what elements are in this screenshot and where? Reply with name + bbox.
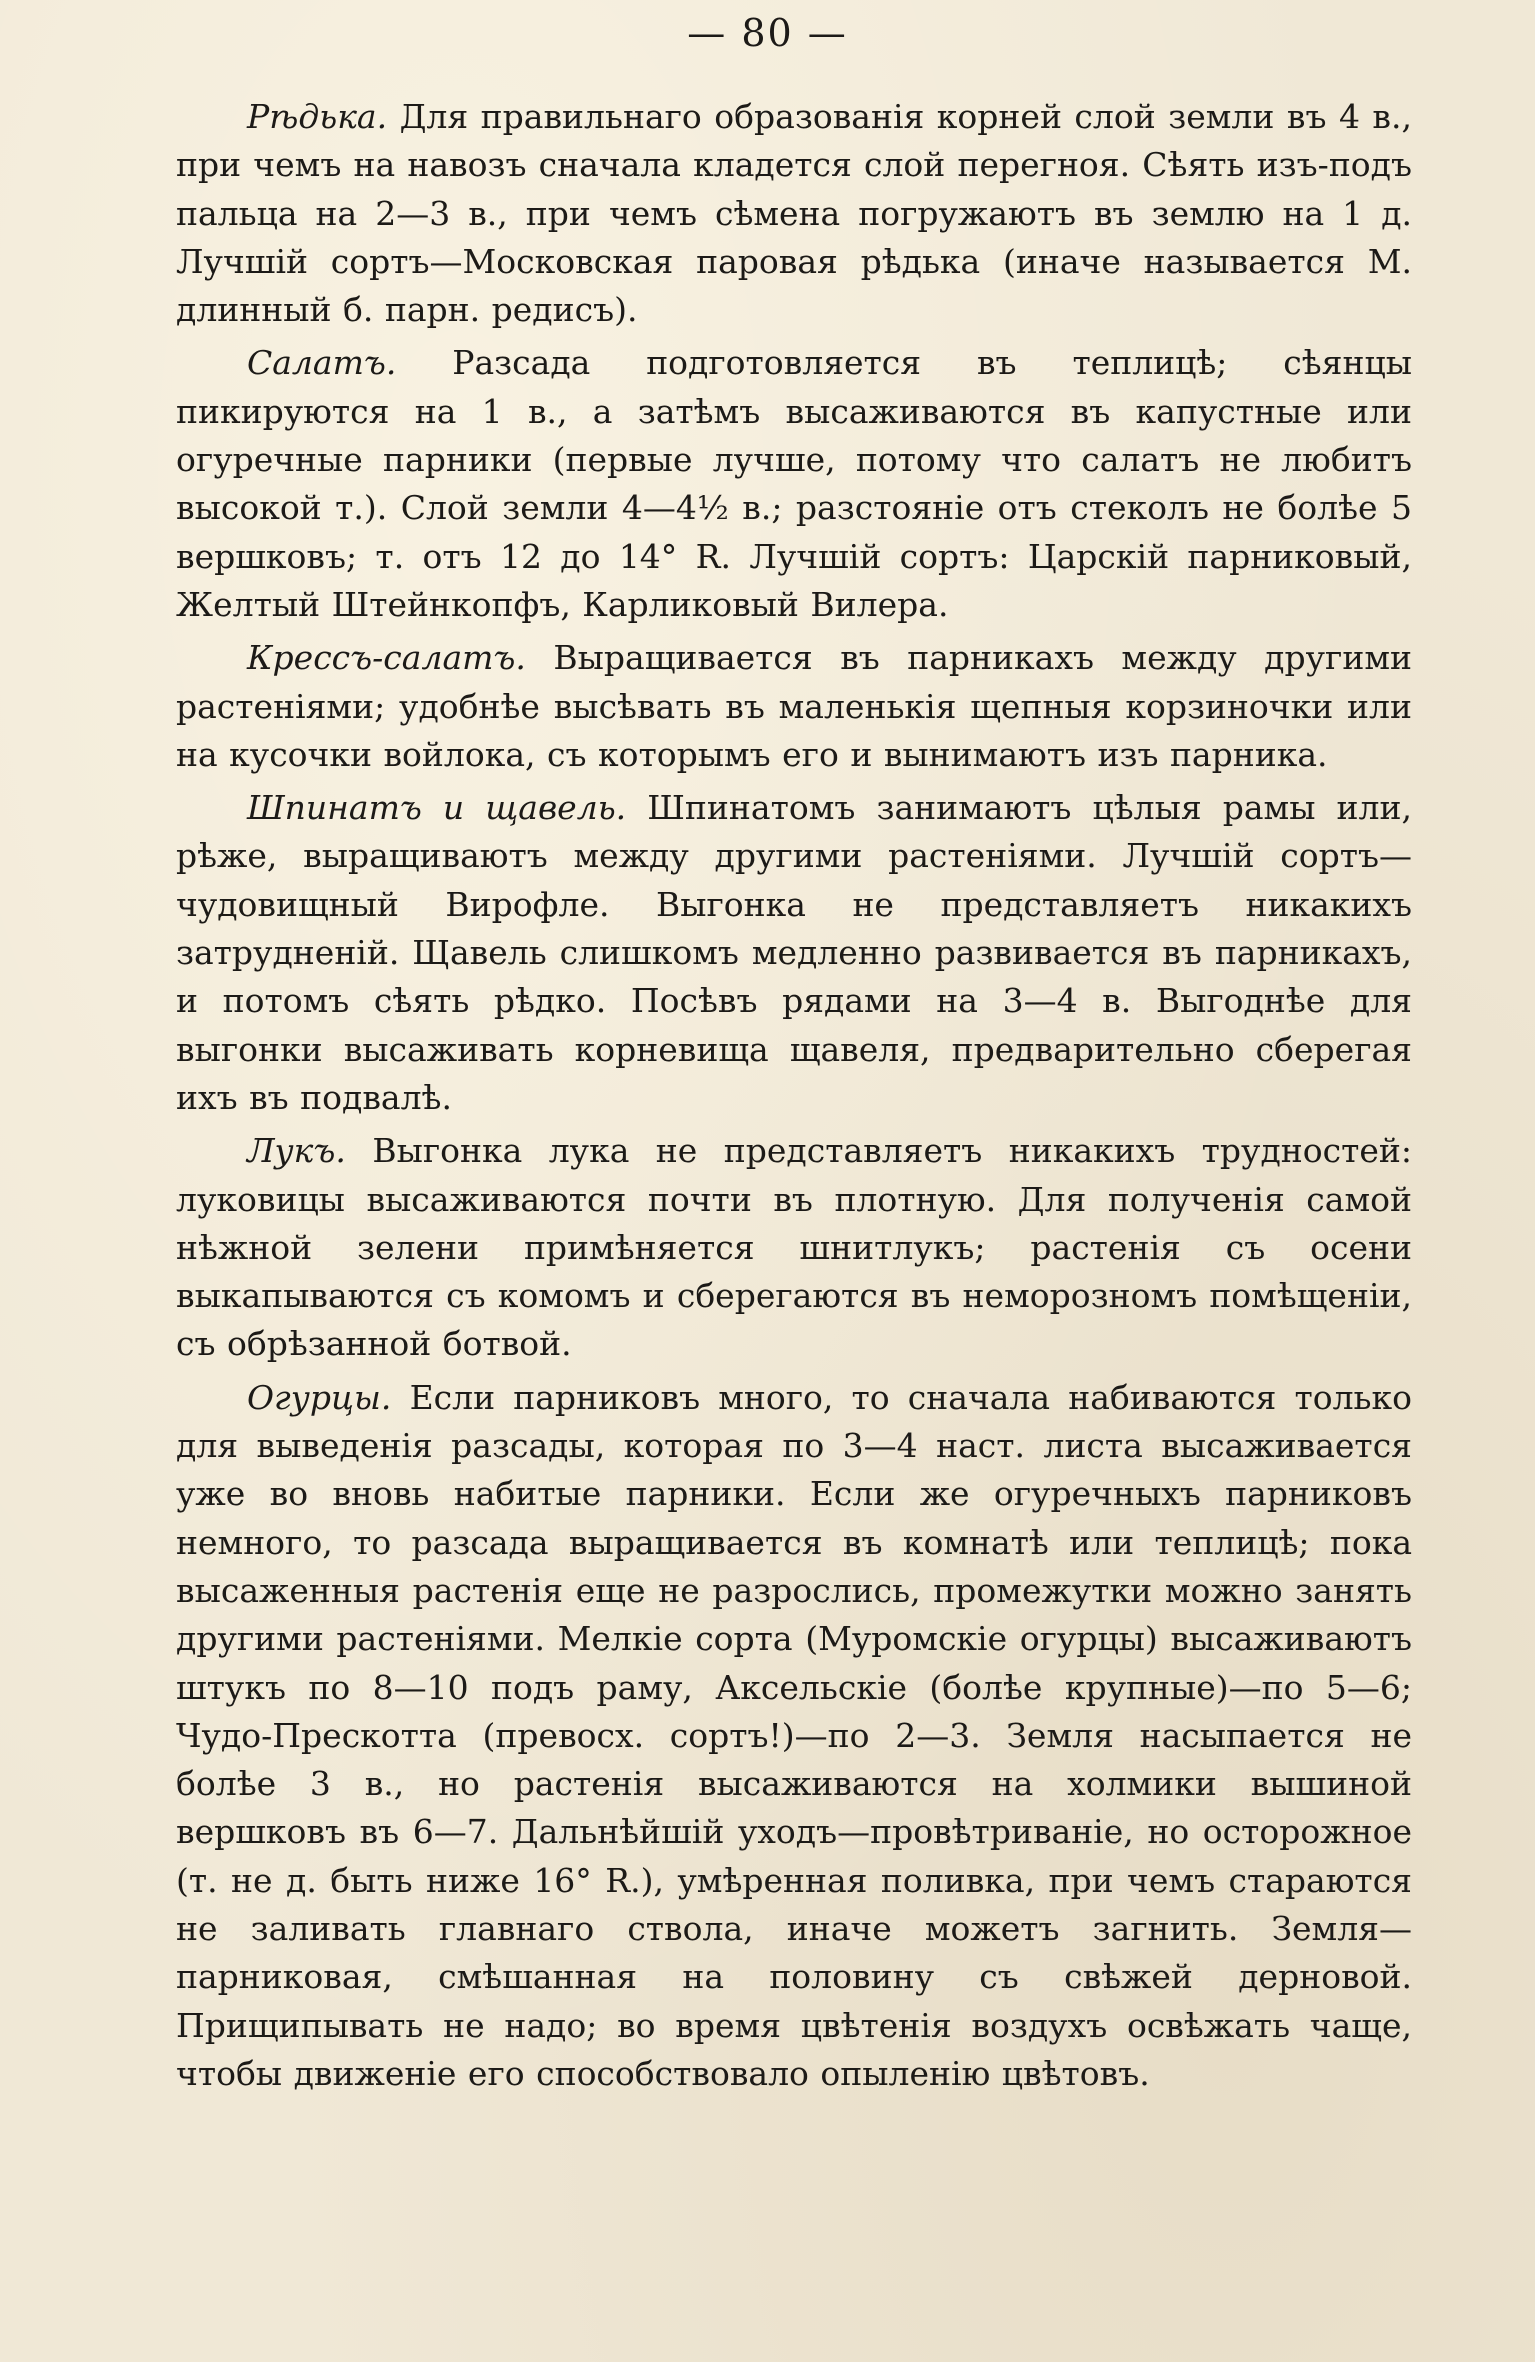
paragraph-text: Для правильнаго образованія корней слой земли въ 4 в., при чемъ на навозъ сначала кладется слой перегноя. Сѣять изъ-подъ пальца на 2—3 в., при чемъ сѣмена погружаютъ въ землю на 1 д. Лучшій сортъ—Московская паровая рѣдька (иначе называется М. длинный б. парн. редисъ). xyxy=(176,97,1412,330)
paragraph-term: Рѣдька. xyxy=(247,97,388,136)
page-number: — 80 — xyxy=(687,11,848,55)
paragraph-text: Шпинатомъ занимаютъ цѣлыя рамы или, рѣже, выращиваютъ между другими растеніями. Лучшій сортъ—чудовищный Вирофле. Выгонка не представляетъ никакихъ затрудненій. Щавель слишкомъ медленно развивается въ парникахъ, и потомъ сѣять рѣдко. Посѣвъ рядами на 3—4 в. Выгоднѣе для выгонки высаживать корневища щавеля, предварительно сберегая ихъ въ подвалѣ. xyxy=(176,788,1412,1117)
paragraph-term: Шпинатъ и щавель. xyxy=(247,788,627,828)
paragraph-text: Разсада подготовляется въ теплицѣ; сѣянцы пикируются на 1 в., а затѣмъ высаживаются въ капустные или огуречные парники (первые лучше, потому что салатъ не любитъ высокой т.). Слой земли 4—4½ в.; разстояніе отъ стеколъ не болѣе 5 вершковъ; т. отъ 12 до 14° R. Лучшій сортъ: Царскій парниковый, Желтый Штейнкопфъ, Карликовый Вилера. xyxy=(176,343,1412,624)
paragraph-term: Лукъ. xyxy=(247,1131,346,1171)
paragraph-luk xyxy=(176,1127,1412,1368)
paragraph-text: Выращивается въ парникахъ между другими растеніями; удобнѣе высѣвать въ маленькія щепныя корзиночки или на кусочки войлока, съ которымъ его и вынимаютъ изъ парника. xyxy=(176,638,1412,774)
paragraph-kress-salat xyxy=(176,634,1412,779)
paragraph-salat xyxy=(176,339,1412,629)
paragraph-term: Салатъ. xyxy=(247,343,397,383)
paragraph-shpinat xyxy=(176,784,1412,1122)
paragraph-text: Выгонка лука не представляетъ никакихъ трудностей: луковицы высаживаются почти въ плотную. Для полученія самой нѣжной зелени примѣняется шнитлукъ; растенія съ осени выкапываются съ комомъ и сберегаются въ неморозномъ помѣщеніи, съ обрѣзанной ботвой. xyxy=(176,1131,1413,1364)
paragraph-term: Огурцы. xyxy=(247,1377,392,1417)
paragraph-redka xyxy=(176,93,1412,334)
page-body xyxy=(176,93,1412,2103)
paragraph-term: Крессъ-салатъ. xyxy=(247,638,526,678)
paragraph-ogurtsy xyxy=(176,1374,1412,2098)
paragraph-text: Если парниковъ много, то сначала набиваются только для выведенія разсады, которая по 3—4 наст. листа высаживается уже во вновь набитые парники. Если же огуречныхъ парниковъ немного, то разсада выращивается въ комнатѣ или теплицѣ; пока высаженныя растенія еще не разрослись, промежутки можно занять другими растеніями. Мелкіе сорта (Муромскіе огурцы) высаживаютъ штукъ по 8—10 подъ раму, Аксельскіе (болѣе крупные)—по 5—6; Чудо-Прескотта (превосх. сортъ!)—по 2—3. Земля насыпается не болѣе 3 в., но растенія высаживаются на холмики вышиной вершковъ въ 6—7. Дальнѣйшій уходъ—провѣтриваніе, но осторожное (т. не д. быть ниже 16° R.), умѣренная поливка, при чемъ стараются не заливать главнаго ствола, иначе можетъ загнить. Земля—парниковая, смѣшанная на половину съ свѣжей дерновой. Прищипывать не надо; во время цвѣтенія воздухъ освѣжать чаще, чтобы движеніе его способствовало опыленію цвѣтовъ. xyxy=(176,1377,1412,2093)
